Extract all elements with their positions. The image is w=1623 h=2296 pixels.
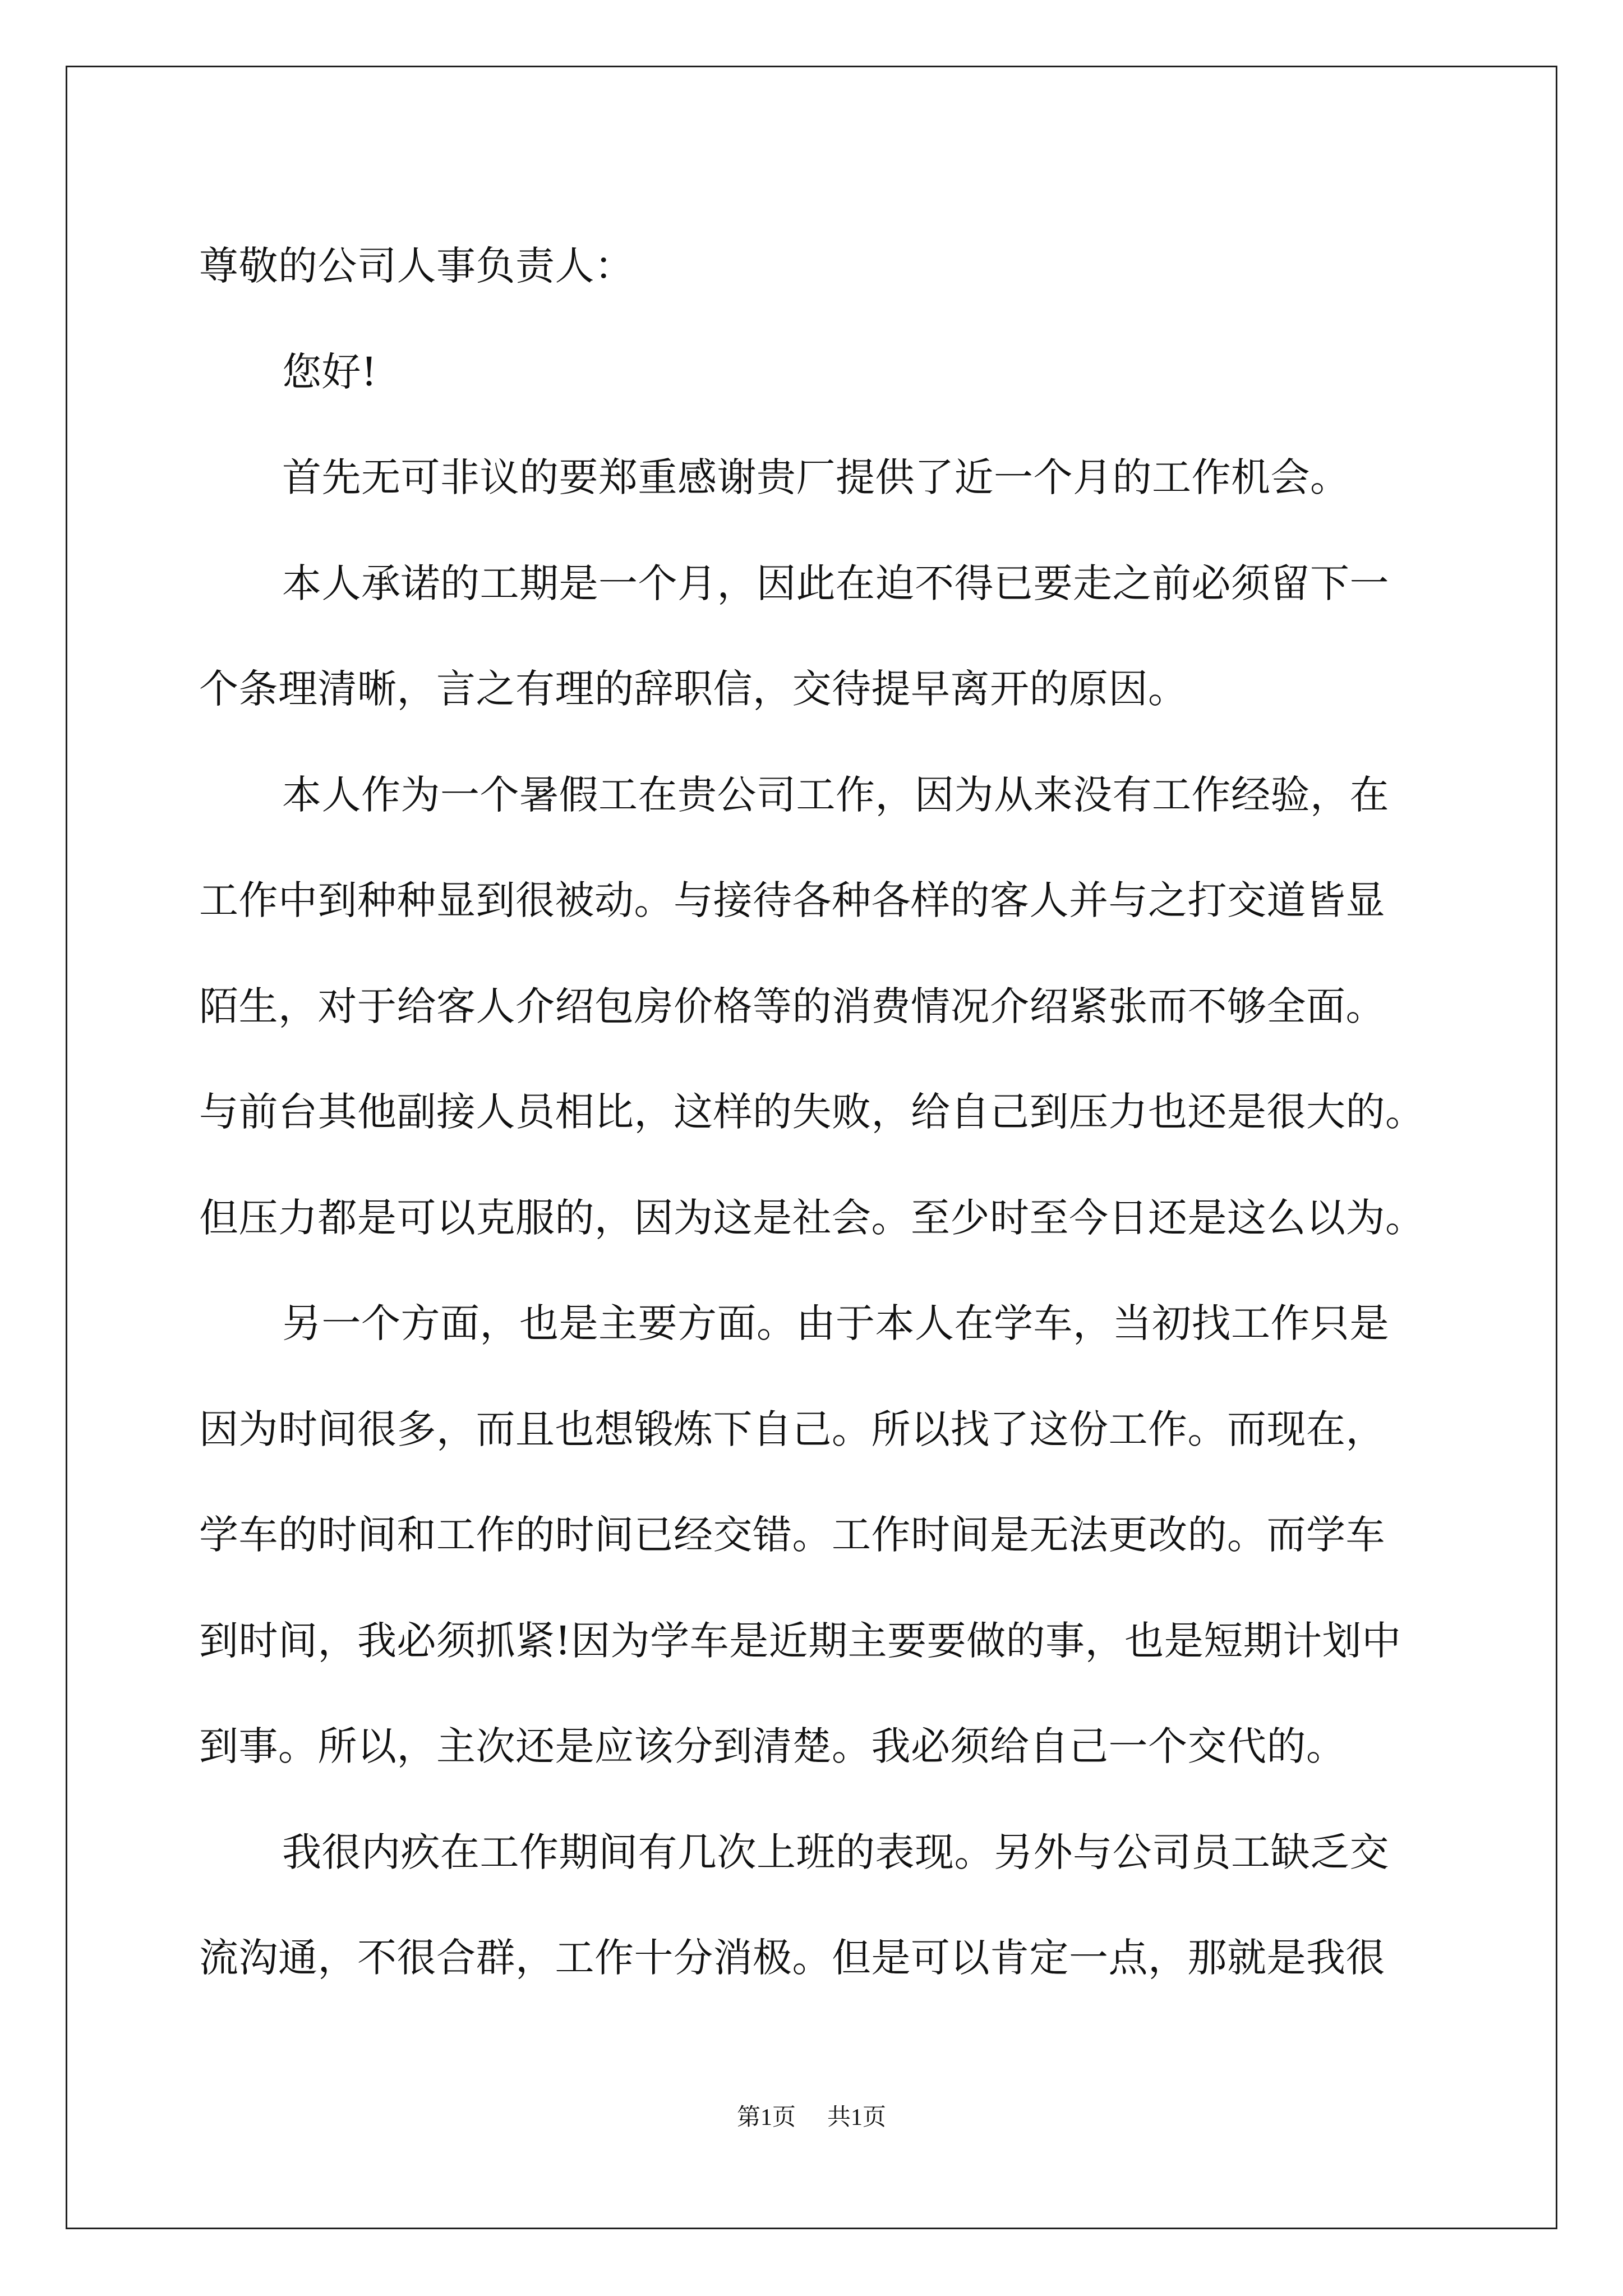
- paragraph-line: 流沟通，不很合群，工作十分消极。但是可以肯定一点，那就是我很: [199, 1935, 1385, 1981]
- paragraph-line: 我很内疚在工作期间有几次上班的表现。另外与公司员工缺乏交: [282, 1829, 1389, 1875]
- paragraph-line: 陌生，对于给客人介绍包房价格等的消费情况介绍紧张而不够全面。: [199, 983, 1385, 1029]
- paragraph-line: 到事。所以，主次还是应该分到清楚。我必须给自己一个交代的。: [199, 1723, 1346, 1769]
- paragraph-line: 与前台其他副接人员相比，这样的失败，给自己到压力也还是很大的。: [199, 1089, 1425, 1135]
- paragraph-line: 首先无可非议的要郑重感谢贵厂提供了近一个月的工作机会。: [282, 454, 1350, 500]
- paragraph-line: 个条理清晰，言之有理的辞职信，交待提早离开的原因。: [199, 666, 1188, 712]
- paragraph-line: 另一个方面，也是主要方面。由于本人在学车，当初找工作只是: [282, 1300, 1389, 1346]
- greeting-line: 您好!: [282, 348, 377, 395]
- paragraph-line: 工作中到种种显到很被动。与接待各种各样的客人并与之打交道皆显: [199, 877, 1385, 923]
- paragraph-line: 但压力都是可以克服的，因为这是社会。至少时至今日还是这么以为。: [199, 1194, 1425, 1241]
- paragraph-line: 学车的时间和工作的时间已经交错。工作时间是无法更改的。而学车: [199, 1512, 1385, 1558]
- paragraph-line: 到时间，我必须抓紧!因为学车是近期主要要做的事，也是短期计划中: [199, 1617, 1401, 1664]
- page-footer: [0, 2101, 1623, 2134]
- paragraph-line: 本人作为一个暑假工在贵公司工作，因为从来没有工作经验，在: [282, 771, 1389, 818]
- paragraph-line: 因为时间很多，而且也想锻炼下自己。所以找了这份工作。而现在，: [199, 1406, 1385, 1452]
- page-number-total: 共1页: [827, 2105, 887, 2131]
- paragraph-line: 本人承诺的工期是一个月，因此在迫不得已要走之前必须留下一: [282, 560, 1389, 606]
- page-number-current: 第1页: [736, 2105, 796, 2131]
- letter-body: [199, 213, 1433, 2011]
- salutation-line: 尊敬的公司人事负责人：: [199, 243, 634, 289]
